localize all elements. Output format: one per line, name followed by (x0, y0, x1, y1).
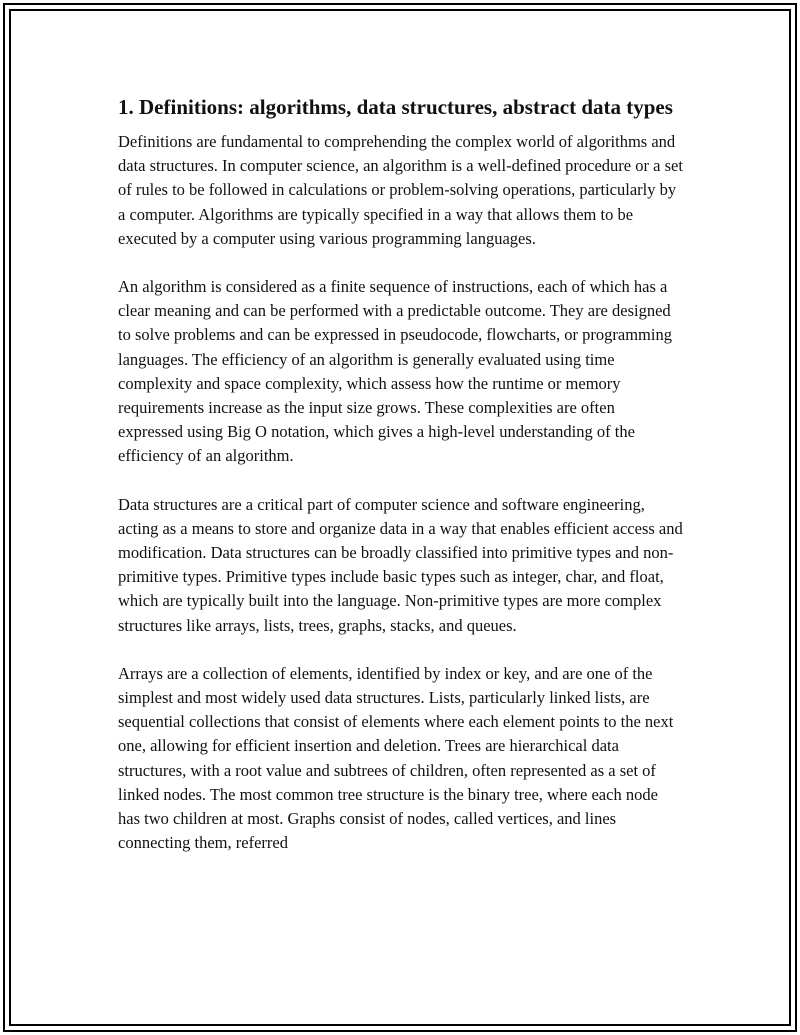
paragraph-definitions: Definitions are fundamental to comprehending the complex world of algorithms and data structures. In computer science, an algorithm is a well-defined procedure or a set of rules to be followed in calculations or problem-solving operations, particularly by a computer. Algorithms are typically specified in a way that allows them to be executed by a computer using various programming languages. (118, 132, 683, 248)
section-heading: 1. Definitions: algorithms, data structures, abstract data types (118, 95, 673, 119)
paragraph-data-structures: Data structures are a critical part of computer science and software engineering, acting as a means to store and organize data in a way that enables efficient access and modification. Data structures can be broadly classified into primitive types and non-primitive types. Primitive types include basic types such as integer, char, and float, which are typically built into the language. Non-primitive types are more complex structures like arrays, lists, trees, graphs, stacks, and queues. (118, 494, 683, 635)
document-body (118, 94, 683, 879)
paragraph-algorithm: An algorithm is considered as a finite sequence of instructions, each of which has a clear meaning and can be performed with a predictable outcome. They are designed to solve problems and can be expressed in pseudocode, flowcharts, or programming languages. The efficiency of an algorithm is generally evaluated using time complexity and space complexity, which assess how the runtime or memory requirements increase as the input size grows. These complexities are often expressed using Big O notation, which gives a high-level understanding of the efficiency of an algorithm. (118, 277, 672, 466)
paragraph-arrays-lists-trees: Arrays are a collection of elements, identified by index or key, and are one of the simplest and most widely used data structures. Lists, particularly linked lists, are sequential collections that consist of elements where each element points to the next one, allowing for efficient insertion and deletion. Trees are hierarchical data structures, with a root value and subtrees of children, often represented as a set of linked nodes. The most common tree structure is the binary tree, where each node has two children at most. Graphs consist of nodes, called vertices, and lines connecting them, referred (118, 663, 674, 853)
